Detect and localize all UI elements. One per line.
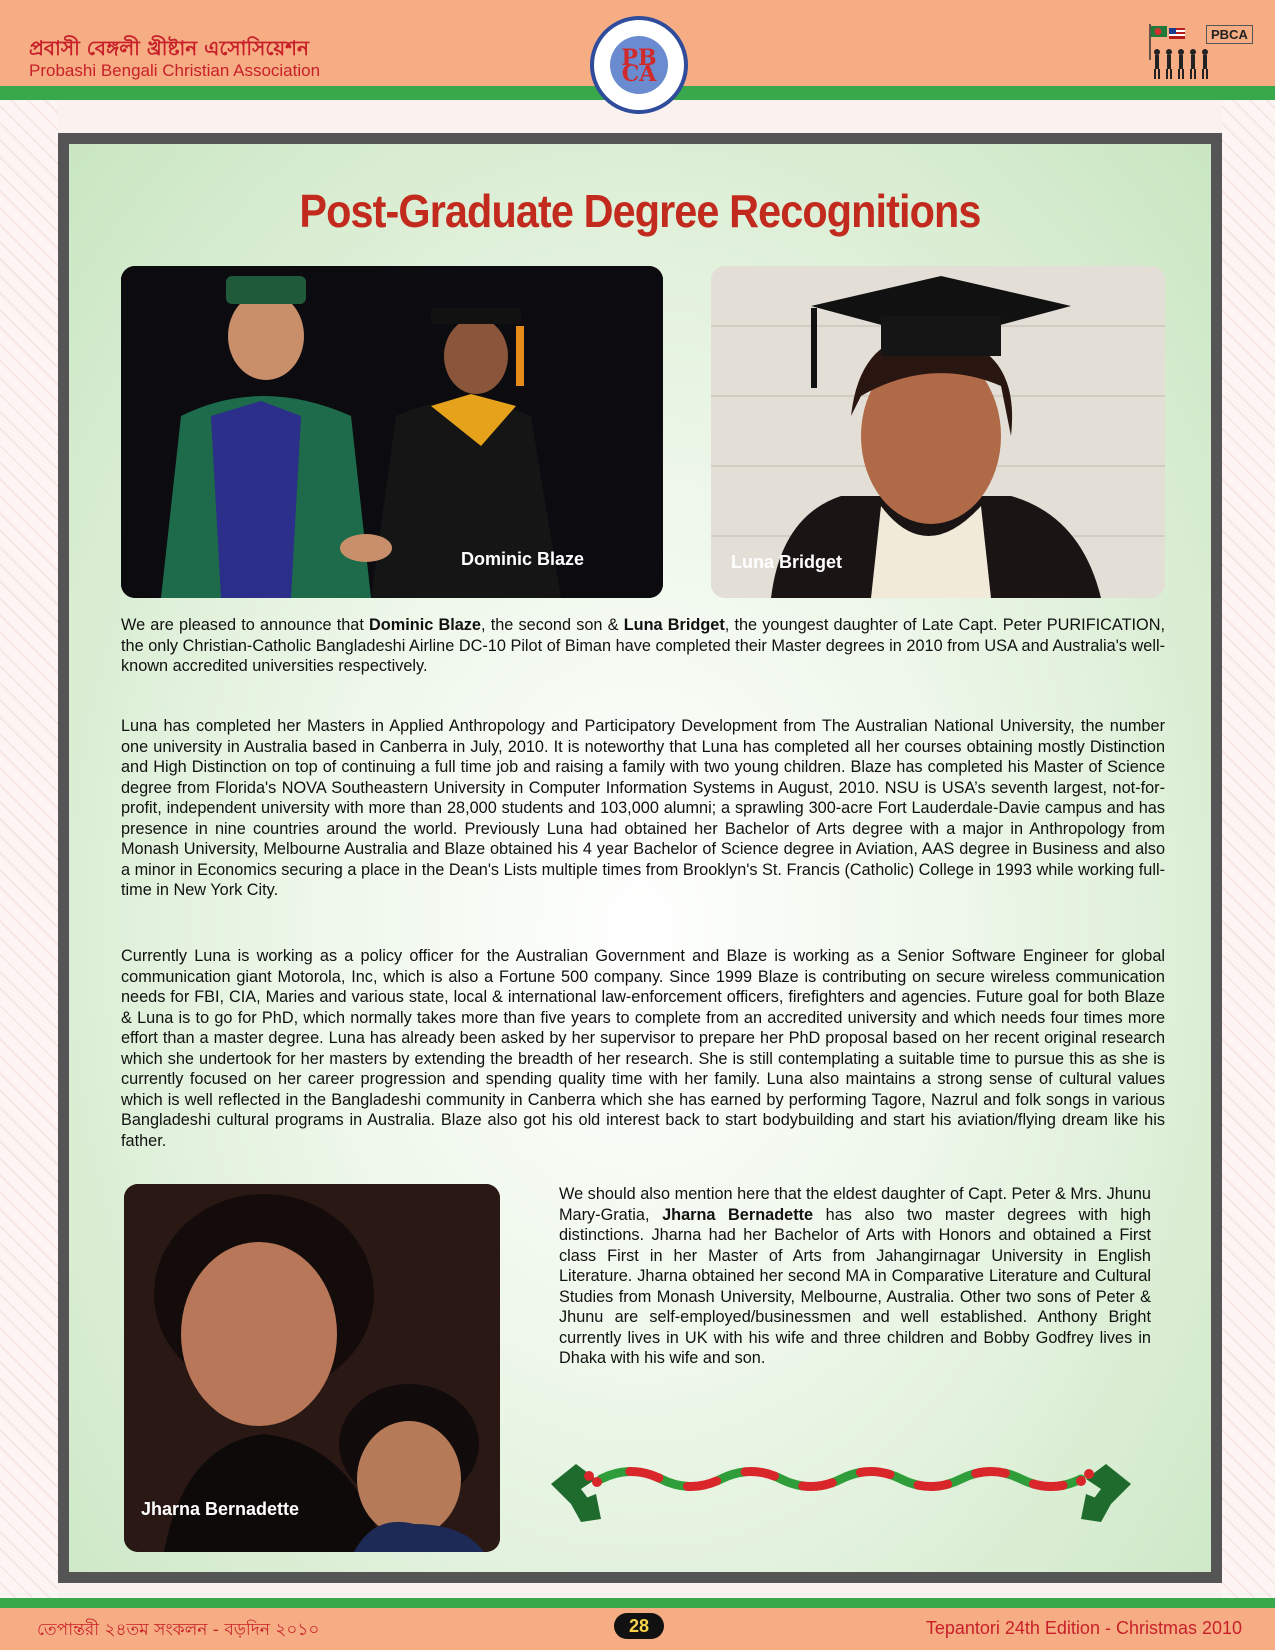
holly-garland-icon <box>541 1434 1141 1524</box>
org-name-english: Probashi Bengali Christian Association <box>29 61 321 80</box>
logo-text: PB CA <box>621 45 657 87</box>
marchers-flag-icon <box>1145 20 1215 84</box>
photo-jharna-bernadette <box>124 1184 500 1552</box>
article-frame <box>58 133 1222 1583</box>
article-title: Post-Graduate Degree Recognitions <box>299 185 981 237</box>
caption-dominic-blaze: Dominic Blaze <box>461 549 585 569</box>
name-jharna-bernadette: Jharna Bernadette <box>662 1205 814 1224</box>
photo-luna-bridget <box>711 266 1165 598</box>
caption-jharna-bernadette: Jharna Bernadette <box>141 1499 300 1519</box>
footer-stripe <box>0 1598 1275 1608</box>
pbca-badge: PBCA <box>1206 25 1253 44</box>
side-pattern-right <box>1222 100 1275 1598</box>
jharna-text-2: has also two master degrees with high distinctions. Jharna had her Bachelor of Arts with Honors and obtained a First class First in her Master of Arts from Jahangirnagar University in English Literature. Jharna obtained her second MA in Comparative Literature and Cultural Studies from Monash University, Melbourne, Australia. Other two sons of Peter & Jhunu are self-employed/businessmen and well established. Anthony Bright currently lives in UK with his wife and three children and Bobby Godfrey lives in Dhaka with his wife and son. <box>559 1205 1151 1367</box>
paragraph-education: Luna has completed her Masters in Applied Anthropology and Participatory Development from The Australian National University, the number one university in Australia based in Canberra in July, 2010. It is noteworthy that Luna has completed all her courses obtaining mostly Distinction and High Distinction on top of continuing a full time job and raising a family with two young children. Blaze has completed his Master of Science degree from Florida's NOVA Southeastern University in Computer Information Systems in August, 2010. NSU is USA’s seventh largest, not-for-profit, independent university with more than 28,000 students and 103,000 alumni; a sprawling 300-acre Fort Lauderdale-Davie campus and has presence in nine countries around the world. Previously Luna had obtained her Bachelor of Arts degree with a major in Anthropology from Monash University, Melbourne Australia and Blaze obtained his 4 year Bachelor of Science degree in Aviation, AAS degree in Business and also a minor in Economics securing a place in the Dean's Lists multiple times from Brooklyn's St. Francis (Catholic) College in 1993 while working full-time in New York City. <box>121 717 1165 899</box>
intro-text-3: , the youngest daughter of Late Capt. Peter PURIFICATION, the only Christian-Catholic Bangladeshi Airline DC-10 Pilot of Biman have completed their Master degrees in 2010 from USA and Australia's well-known accredited universities respectively. <box>121 616 1166 675</box>
paragraph-careers: Currently Luna is working as a policy officer for the Australian Government and Blaze is working as a Senior Software Engineer for global communication giant Motorola, Inc, which is also a Fortune 500 company. Since 1999 Blaze is contributing on secure wireless communication needs for FBI, CIA, Maries and various state, local & international law-enforcement officers, firefighters and agencies. Future goal for both Blaze & Luna is to go for PhD, which normally takes more than five years to complete from an accredited university and which needs four times more effort than a master degree. Luna has already been asked by her supervisor to prepare her PhD proposal based on her recent original research which she undertook for her masters by extending the breadth of her research. She is still contemplating a suitable time to pursue this as she is currently focused on her career progression and spending quality time with her family. Luna also maintains a strong sense of cultural values which is well reflected in the Bangladeshi community in Canberra which she has earned by performing Tagore, Nazrul and folk songs in various Bangladeshi cultural programs in Australia. Blaze also got his old interest back to start bodybuilding and start his aviation/flying dream like his father. <box>121 947 1165 1150</box>
footer-english-edition: Tepantori 24th Edition - Christmas 2010 <box>925 1618 1242 1638</box>
footer-bengali-edition: তেপান্তরী ২৪তম সংকলন - বড়দিন ২০১০ <box>37 1620 320 1640</box>
name-luna-bridget: Luna Bridget <box>623 616 725 634</box>
caption-luna-bridget: Luna Bridget <box>731 552 842 572</box>
name-dominic-blaze: Dominic Blaze <box>369 616 481 634</box>
intro-text-2: , the second son & <box>481 616 624 634</box>
org-name-bengali: প্রবাসী বেঙ্গলী খ্রীষ্টান এসোসিয়েশন <box>29 36 309 60</box>
page-number: 28 <box>614 1613 664 1639</box>
paragraph-intro <box>121 615 1165 677</box>
mother-child-portrait-image <box>124 1184 500 1552</box>
page-footer <box>0 1608 1275 1650</box>
paragraph-jharna <box>559 1184 1151 1369</box>
seal-center <box>610 36 668 94</box>
jharna-text-1: We should also mention here that the eldest daughter of Capt. Peter & Mrs. Jhunu Mary-Gratia, <box>559 1185 1151 1224</box>
side-pattern-left <box>0 100 58 1598</box>
graduate-portrait-image <box>711 266 1165 598</box>
pbca-seal-icon <box>590 16 688 114</box>
intro-text-1: We are pleased to announce that <box>121 616 370 634</box>
photo-dominic-blaze <box>121 266 663 598</box>
